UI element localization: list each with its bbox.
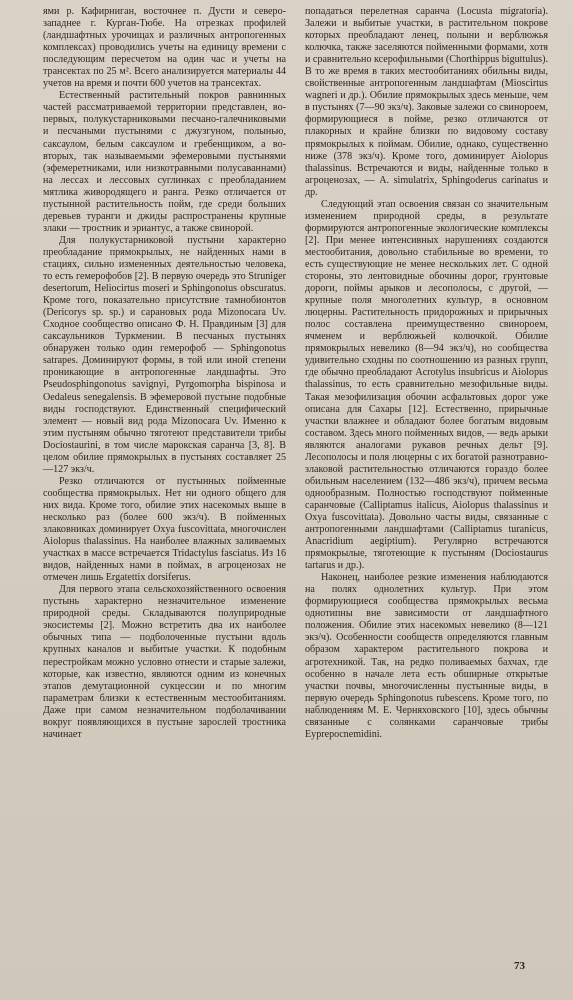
paragraph: Для первого этапа сельскохозяйственного освоения пустынь характерно незначительное изменение природной среды. Складываются полуприродные экосистемы [2]. Можно встретить два их наиболее обычных типа — подболоченные пустыни вдоль крупных каналов и выбитые участки. К подобным перестройкам можно условно отнести и старые залежи, которые, как известно, являются одним из конечных этапов демутационной сукцессии и по многим параметрам близки к естественным местообитаниям. Даже при самом незначительном подболачивании вокруг появляющихся в пустыне зарослей тростника начинает <box>43 584 286 740</box>
paragraph: Наконец, наиболее резкие изменения наблюдаются на полях однолетних культур. При этом формирующиеся сообщества прямокрылых весьма однотипны вне зависимости от ландшафтного положения. Обилие этих насекомых невелико (8—121 экз/ч). Особенности сообществ определяются главным образом характером растительного покрова и агротехникой. Так, на редко поливаемых бахчах, где особенно в начале лета есть обширные открытые участки почвы, многочисленны пустынные виды, в первую очередь Sphingonotus rubescens. Кроме того, по наблюдениям М. Е. Черняховского [10], здесь обычны связанные с солянками саранчовые трибы Eyprepocnemidini. <box>305 572 548 740</box>
paragraph: ями р. Кафирниган, восточнее п. Дусти и северо-западнее г. Курган-Тюбе. На отрезках профилей (ландшафтных урочищах и различных антропогенных комплексах) проводились учеты на единицу времени с последующим пересчетом на один час и учеты на трансектах по 25 м². Всего анализируется материалы 44 учетов на время и почти 600 учетов на трансектах. <box>43 6 286 90</box>
paragraph: Резко отличаются от пустынных пойменные сообщества прямокрылых. Нет ни одного общего для них вида. Кроме того, обилие этих насекомых выше в несколько раз (более 600 экз/ч). В пойменных злаковниках доминирует Oxya fuscovittata, многочислен Aiolopus thalassinus. На наиболее влажных заливаемых участках в массе встречается Tridactylus fasciatus. Из 16 видов, найденных нами в поймах, в агроценозах не отмечен лишь Ergatettix dorsiferus. <box>43 475 286 584</box>
page-number: 73 <box>514 960 525 972</box>
right-text-column <box>305 6 548 968</box>
left-text-column <box>43 6 286 968</box>
paragraph: Для полукустарниковой пустыни характерно преобладание прямокрылых, не найденных нами в стациях, сильно измененных деятельностью человека, то есть гемерофобов [2]. В первую очередь это Struniger desertorum, Heliocirtus moseri и Sphingonotus obscuratus. Кроме того, показательно присутствие тамнобионтов (Dericorys sp. sp.) и сарановых рода Mizonocara Uv. Сходное сообщество описано Ф. Н. Правдиным [3] для саксаульников Туркмении. В песчаных пустынях обнаружен только один гемерофоб — Sphingonotus satrapes. Доминируют формы, в той или иной степени проникающие в антропогенные ландшафты. Это Pseudosphingonotus savignyi, Pyrgomorpha bispinosa и Oedaleus senegalensis. В эфемеровой пустыне подобные виды господствуют. Единственный специфический элемент — новый вид рода Mizonocara Uv. Именно к этим пустыням обычно тяготеют представители трибы Dociostaurini, в том числе марокская саранча [3, 8]. В целом обилие прямокрылых в пустынях составляет 25—127 экз/ч. <box>43 234 286 475</box>
paragraph: Следующий этап освоения связан со значительным изменением природной среды, в результате формируются антропогенные экологические комплексы [2]. При менее интенсивных нарушениях создаются местообитания, довольно стабильные во времени, то есть существующие не менее нескольких лет. С одной стороны, это лентовидные обочины дорог, грунтовые дороги, поймы арыков и лесополосы, с другой, — крупные поля многолетних культур, в основном люцерны. Растительность придорожных и прирычных полос составлена преимущественно свинороем, ячменем и верблюжьей колючкой. Обилие прямокрылых невелико (8—94 экз/ч), но сообщества удивительно сходны по соотношению из разных групп, где обычно преобладают Acrotylus insubricus и Aiolopus thalassinus, то есть сравнительно мезофильные виды. Такая мезофилизация обочин асфальтовых дорог уже описана для Сахары [12]. Естественно, прирычные участки влажнее и обладают более богатым видовым составом. Здесь много пойменных видов, — ведь арыки являются аналогами рукавов речных дельт [9]. Лесополосы и поля люцерны с их богатой разнотравно-злаковой растительностью отличаются гораздо более обильным населением (132—486 экз/ч), причем весьма однообразным. Полностью господствуют пойменные саранчовые (Calliptamus italicus, Aiolopus thalassinus и Oxya fuscovittata). Довольно часты виды, связанные с антропогенными ландшафтами (Calliptamus turanicus, Anacridium aegiptium). Регулярно встречаются прямокрылые, тяготеющие к пустыням (Dociostaurus tartarus и др.). <box>305 198 548 572</box>
paragraph: Естественный растительный покров равнинных частей рассматриваемой территории представлен, во-первых, полукустарниковыми песчано-галечниковыми и песчаными пустынями с джузгуном, полынью, саксаулом, белым саксаулом и гребенщиком, а во-вторых, так называемыми эфемеровыми пустынями (эфемеретниками, или низкотравными полусаваннами) на лессах и лессовых суглинках с преобладанием мятлика живородящего и ранга. Резко отличается от пустынной растительность пойм, где среди больших деревьев туранги и джиды распространены крупные злаки — тростник и эриантус, а также свинорой. <box>43 90 286 234</box>
paragraph: попадаться перелетная саранча (Locusta migratoria). Залежи и выбитые участки, в растительном покрове которых преобладают ленец, полыни и верблюжья колючка, также заселяются пойменными формами, хотя и сравнительно ксерофильными (Chorthippus biguttulus). В то же время в таких местообитаниях обильны виды, свойственные антропогенным ландшафтам (Mioscirtus wagneri и др.). Обилие прямокрылых здесь меньше, чем в пустынях (7—90 экз/ч). Заковые залежи со свинороем, формирующиеся в пойме, резко отличаются от плакорных и крайне близки по видовому составу прямокрылых к поймам. Обилие, однако, существенно ниже (378 экз/ч). Кроме того, доминирует Aiolopus thalassinus. Встречаются и виды, найденные только в агроценозах, — A. simulatrix, Sphingoderus carinatus и др. <box>305 6 548 198</box>
